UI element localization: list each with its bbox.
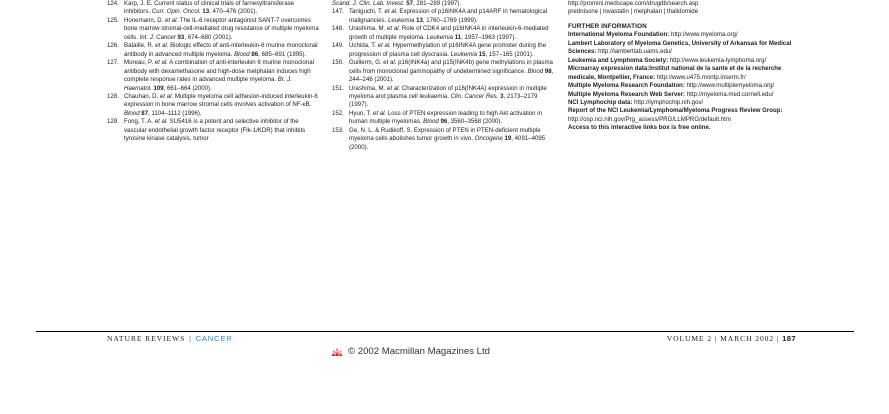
info-link-url[interactable]: http://lymphochip.nih.gov/ — [632, 98, 704, 106]
reference-continuation: Scand. J. Clin. Lab. Invest. 57, 281–289 (1997). — [332, 0, 462, 7]
reference-pages: , 1104–1112 (1996). — [148, 109, 202, 117]
reference-title: Hypermethylation of p16INK4A gene promoter during the progression of plasma cell dyscrasia. — [349, 42, 547, 58]
reference-authors: Karp, J. E. — [124, 0, 155, 7]
reference-column-middle — [332, 0, 557, 152]
reference-pages: , 685–691 (1995). — [258, 50, 307, 58]
info-link-url[interactable]: http://myeloma.med.cornell.edu/ — [685, 90, 774, 98]
reference-volume: 13 — [202, 8, 210, 16]
copyright-line — [330, 346, 490, 357]
reference-title: A combination of anti-interleukin 6 murine monoclonal antibody with dexamethasone and high-dose melphalan induces high complete response rates in advanced multiple myeloma. — [124, 59, 314, 84]
reference-title: Role of CDK4 and p16INK4A in interleukin-6-mediated growth of multiple myeloma. — [349, 25, 549, 41]
reference-title: Characterization of p16(INK4A) expression in multiple myeloma and plasma cell leukaemia. — [349, 84, 547, 100]
reference-column-left — [107, 0, 319, 144]
reference-journal: Oncogene — [474, 135, 503, 143]
reference-authors: Urashima, M. — [349, 84, 387, 92]
reference-item — [107, 118, 319, 143]
reference-volume: 13 — [416, 16, 423, 24]
info-link-item[interactable] — [568, 31, 798, 39]
reference-pages: , 157–165 (2001). — [485, 50, 534, 58]
reference-number: 147. — [332, 8, 344, 16]
reference-number: 153. — [332, 126, 344, 134]
reference-authors: Taniguchi, T. — [349, 8, 385, 16]
reference-item — [332, 25, 557, 42]
reference-et-al: et al. — [386, 25, 401, 33]
info-link-label: Lambert Laboratory of Myeloma Genetics, University of Arkansas for Medical Sciences: — [568, 39, 792, 56]
reference-item — [107, 42, 319, 59]
reference-number: 150. — [332, 59, 344, 67]
info-link-label: Leukemia and Lymphoma Society: — [568, 56, 669, 64]
footer-divider-3: | — [776, 334, 780, 343]
reference-pages: , 470–476 (2001). — [209, 8, 258, 16]
reference-title: Multiple myeloma cell adhesion-induced interleukin-6 expression in bone marrow stromal cells involves activation of NF-κB. — [124, 92, 318, 109]
reference-authors: Urashima, M. — [349, 25, 387, 33]
volume-text: VOLUME 2 — [666, 334, 713, 343]
info-link-url[interactable]: http://osp.nci.nih.gov/Prg_assess/PRG/LLMPRG/default.htm — [568, 115, 731, 123]
page-number: 187 — [782, 334, 796, 343]
reference-number: 151. — [332, 84, 344, 92]
reference-et-al: et al. — [154, 59, 168, 67]
reference-volume: 11 — [454, 33, 462, 41]
info-link-item[interactable] — [568, 107, 798, 124]
reference-pages: , 674–680 (2001). — [184, 33, 233, 41]
info-link-url[interactable]: http://lambertlab.uams.edu/ — [596, 48, 673, 56]
reference-list — [332, 8, 557, 152]
reference-et-al: et al. — [372, 109, 387, 117]
volume-footer — [667, 334, 796, 343]
reference-pages: , 244–246 (2001). — [349, 67, 554, 84]
reference-volume: 93 — [177, 33, 185, 41]
reference-authors: Moreau, P. — [124, 59, 155, 67]
info-link-label: NCI Lymphochip data: — [568, 98, 633, 106]
reference-title: SU5416 is a potent and selective inhibitor of the vascular endothelial growth factor receptor (Flk-1/KDR) that inhibits tyrosine kinase catalysis, tumor — [124, 118, 306, 143]
info-link-item[interactable] — [568, 57, 798, 65]
reference-title: p16(INK4a) and p15(INK4b) gene methylations in plasma cells from monoclonal gammopathy of undetermined significance. — [349, 59, 553, 75]
reference-journal: Br. J. Haematol. — [124, 76, 292, 92]
reference-title: The IL-6 receptor antagonist SANT-7 overcomes bone marrow stromal-cell-mediated drug resistance of multiple myeloma cells. — [124, 16, 319, 41]
journal-section: CANCER — [195, 334, 233, 343]
reference-item — [332, 110, 557, 127]
reference-item — [107, 93, 319, 118]
info-link-label: Multiple Myeloma Research Foundation: — [568, 82, 685, 90]
info-link-url[interactable]: http://www.myeloma.org/ — [669, 31, 738, 39]
reference-journal: Leukemia — [450, 50, 478, 58]
reference-item — [332, 8, 557, 25]
reference-item — [107, 17, 319, 42]
journal-footer — [107, 334, 233, 343]
reference-journal: Int. J. Cancer — [139, 33, 176, 41]
reference-journal: Blood — [124, 109, 140, 117]
reference-pages: , 1957–1963 (1997). — [461, 33, 517, 41]
reference-volume: 3 — [500, 92, 504, 100]
info-link-label: Multiple Myeloma Research Web Server: — [568, 90, 686, 98]
reference-item — [332, 42, 557, 59]
journal-name: NATURE REVIEWS — [107, 334, 186, 343]
reference-authors: Honemann, D. — [124, 16, 165, 24]
access-note: Access to this interactive links box is free online. — [568, 124, 711, 132]
info-link-url[interactable]: http://www.u475.montp.inserm.fr/ — [655, 73, 746, 81]
footer-divider: | — [189, 334, 192, 343]
reference-et-al: et al. — [155, 42, 169, 50]
reference-authors: Bataille, R. — [124, 42, 156, 50]
reference-journal: Leukemia — [387, 16, 415, 24]
reference-title: Current status of clinical trials of farnesyltransferase inhibitors. — [124, 0, 295, 16]
info-link-url[interactable]: http://www.leukemia-lymphoma.org/ — [668, 56, 767, 64]
footer-divider-2: | — [714, 334, 718, 343]
info-link-label: Microarray expression data:Institut national de la sante et de la recherche medicale, Montpellier, France: — [568, 65, 782, 81]
info-link-item[interactable] — [568, 91, 798, 99]
info-link-item[interactable] — [568, 99, 798, 107]
reference-title: Expression of p16INK4A and p14ARF in hematological malignancies. — [349, 8, 548, 24]
reference-authors: Fong, T. A. — [124, 118, 155, 126]
reference-number: 152. — [332, 109, 344, 117]
reference-number: 128. — [107, 92, 119, 100]
reference-et-al: et al. — [386, 84, 401, 92]
info-link-item[interactable] — [568, 65, 798, 82]
reference-number: 129. — [107, 118, 119, 126]
macmillan-logo-icon — [330, 347, 344, 357]
reference-authors: Hyun, T. — [349, 109, 373, 117]
reference-authors: Chauhan, D. — [124, 92, 160, 100]
reference-pages: , 1760–1769 (1999). — [422, 16, 478, 24]
reference-authors: Guillerm, G. — [349, 59, 384, 67]
reference-number: 126. — [107, 42, 119, 50]
reference-journal: Blood — [234, 50, 250, 58]
reference-pages: , 661–664 (2000). — [163, 84, 212, 92]
drug-list: prednisone | lovastatin | melphalan | thalidomide — [568, 8, 699, 16]
reference-number: 127. — [107, 59, 119, 67]
info-link-label: International Myeloma Foundation: — [568, 31, 670, 39]
reference-authors: Ge, N. L. & Rudikoff, S. Expression of PTEN in PTEN-deficient multiple myeloma cells abolishes tumor growth — [349, 126, 541, 143]
info-link-item[interactable] — [568, 82, 798, 90]
reference-et-al: et al. — [164, 16, 179, 24]
reference-journal: Leukemia — [426, 33, 453, 41]
reference-volume: 86 — [251, 50, 259, 58]
reference-pages: , 3560–3568 (2000). — [447, 118, 503, 126]
reference-et-al: et al. — [154, 118, 168, 126]
reference-number: 124. — [107, 0, 119, 7]
reference-et-al: et al. — [384, 8, 398, 16]
drug-database-url[interactable]: http://promini.medscape.com/drugdb/search.asp — [568, 0, 699, 7]
reference-volume: 96 — [440, 118, 448, 126]
reference-title: in vivo. — [454, 135, 475, 143]
date-text: MARCH 2002 — [720, 334, 775, 343]
info-link-label: Report of the NCI Leukemia/Lymphoma/Myeloma Progress Review Group: — [568, 107, 783, 115]
reference-journal: Curr. Opin. Oncol. — [151, 8, 201, 16]
reference-number: 148. — [332, 25, 344, 33]
further-information-list — [568, 31, 798, 124]
reference-journal: Blood — [423, 118, 439, 126]
reference-et-al: et al. — [159, 92, 174, 100]
further-information-heading: FURTHER INFORMATION — [568, 22, 647, 30]
info-link-item[interactable] — [568, 40, 798, 57]
reference-volume: 15 — [478, 50, 486, 58]
reference-volume: 87 — [141, 109, 149, 117]
reference-number: 125. — [107, 16, 119, 24]
reference-number: 149. — [332, 42, 344, 50]
reference-title: Loss of PTEN expression leading to high Akt activation in human multiple myelomas. — [349, 109, 542, 126]
reference-volume: 109 — [153, 84, 164, 92]
links-column — [568, 0, 798, 133]
reference-et-al: et al. — [377, 42, 391, 50]
reference-volume: 19 — [504, 135, 512, 143]
reference-item — [107, 59, 319, 93]
reference-et-al: et al. — [383, 59, 397, 67]
info-link-url[interactable]: http://www.multiplemyeloma.org/ — [684, 82, 775, 90]
copyright-text: © 2002 Macmillan Magazines Ltd — [348, 346, 490, 357]
footer-rule — [36, 331, 854, 332]
reference-title: Biologic effects of anti-interleukin-6 murine monoclonal antibody in advanced multiple myeloma. — [124, 42, 318, 58]
reference-item — [332, 59, 557, 84]
reference-item — [332, 85, 557, 110]
reference-pages: , 4091–4095 (2000). — [349, 135, 546, 151]
reference-pages: , 2173–2179 (1997). — [349, 92, 538, 109]
reference-journal: Blood — [527, 67, 544, 75]
reference-volume: 98 — [544, 67, 552, 75]
reference-item — [332, 127, 557, 152]
reference-authors: Uchida, T. — [349, 42, 378, 50]
reference-item — [107, 0, 319, 17]
reference-journal: Clin. Cancer Res. — [450, 92, 499, 100]
